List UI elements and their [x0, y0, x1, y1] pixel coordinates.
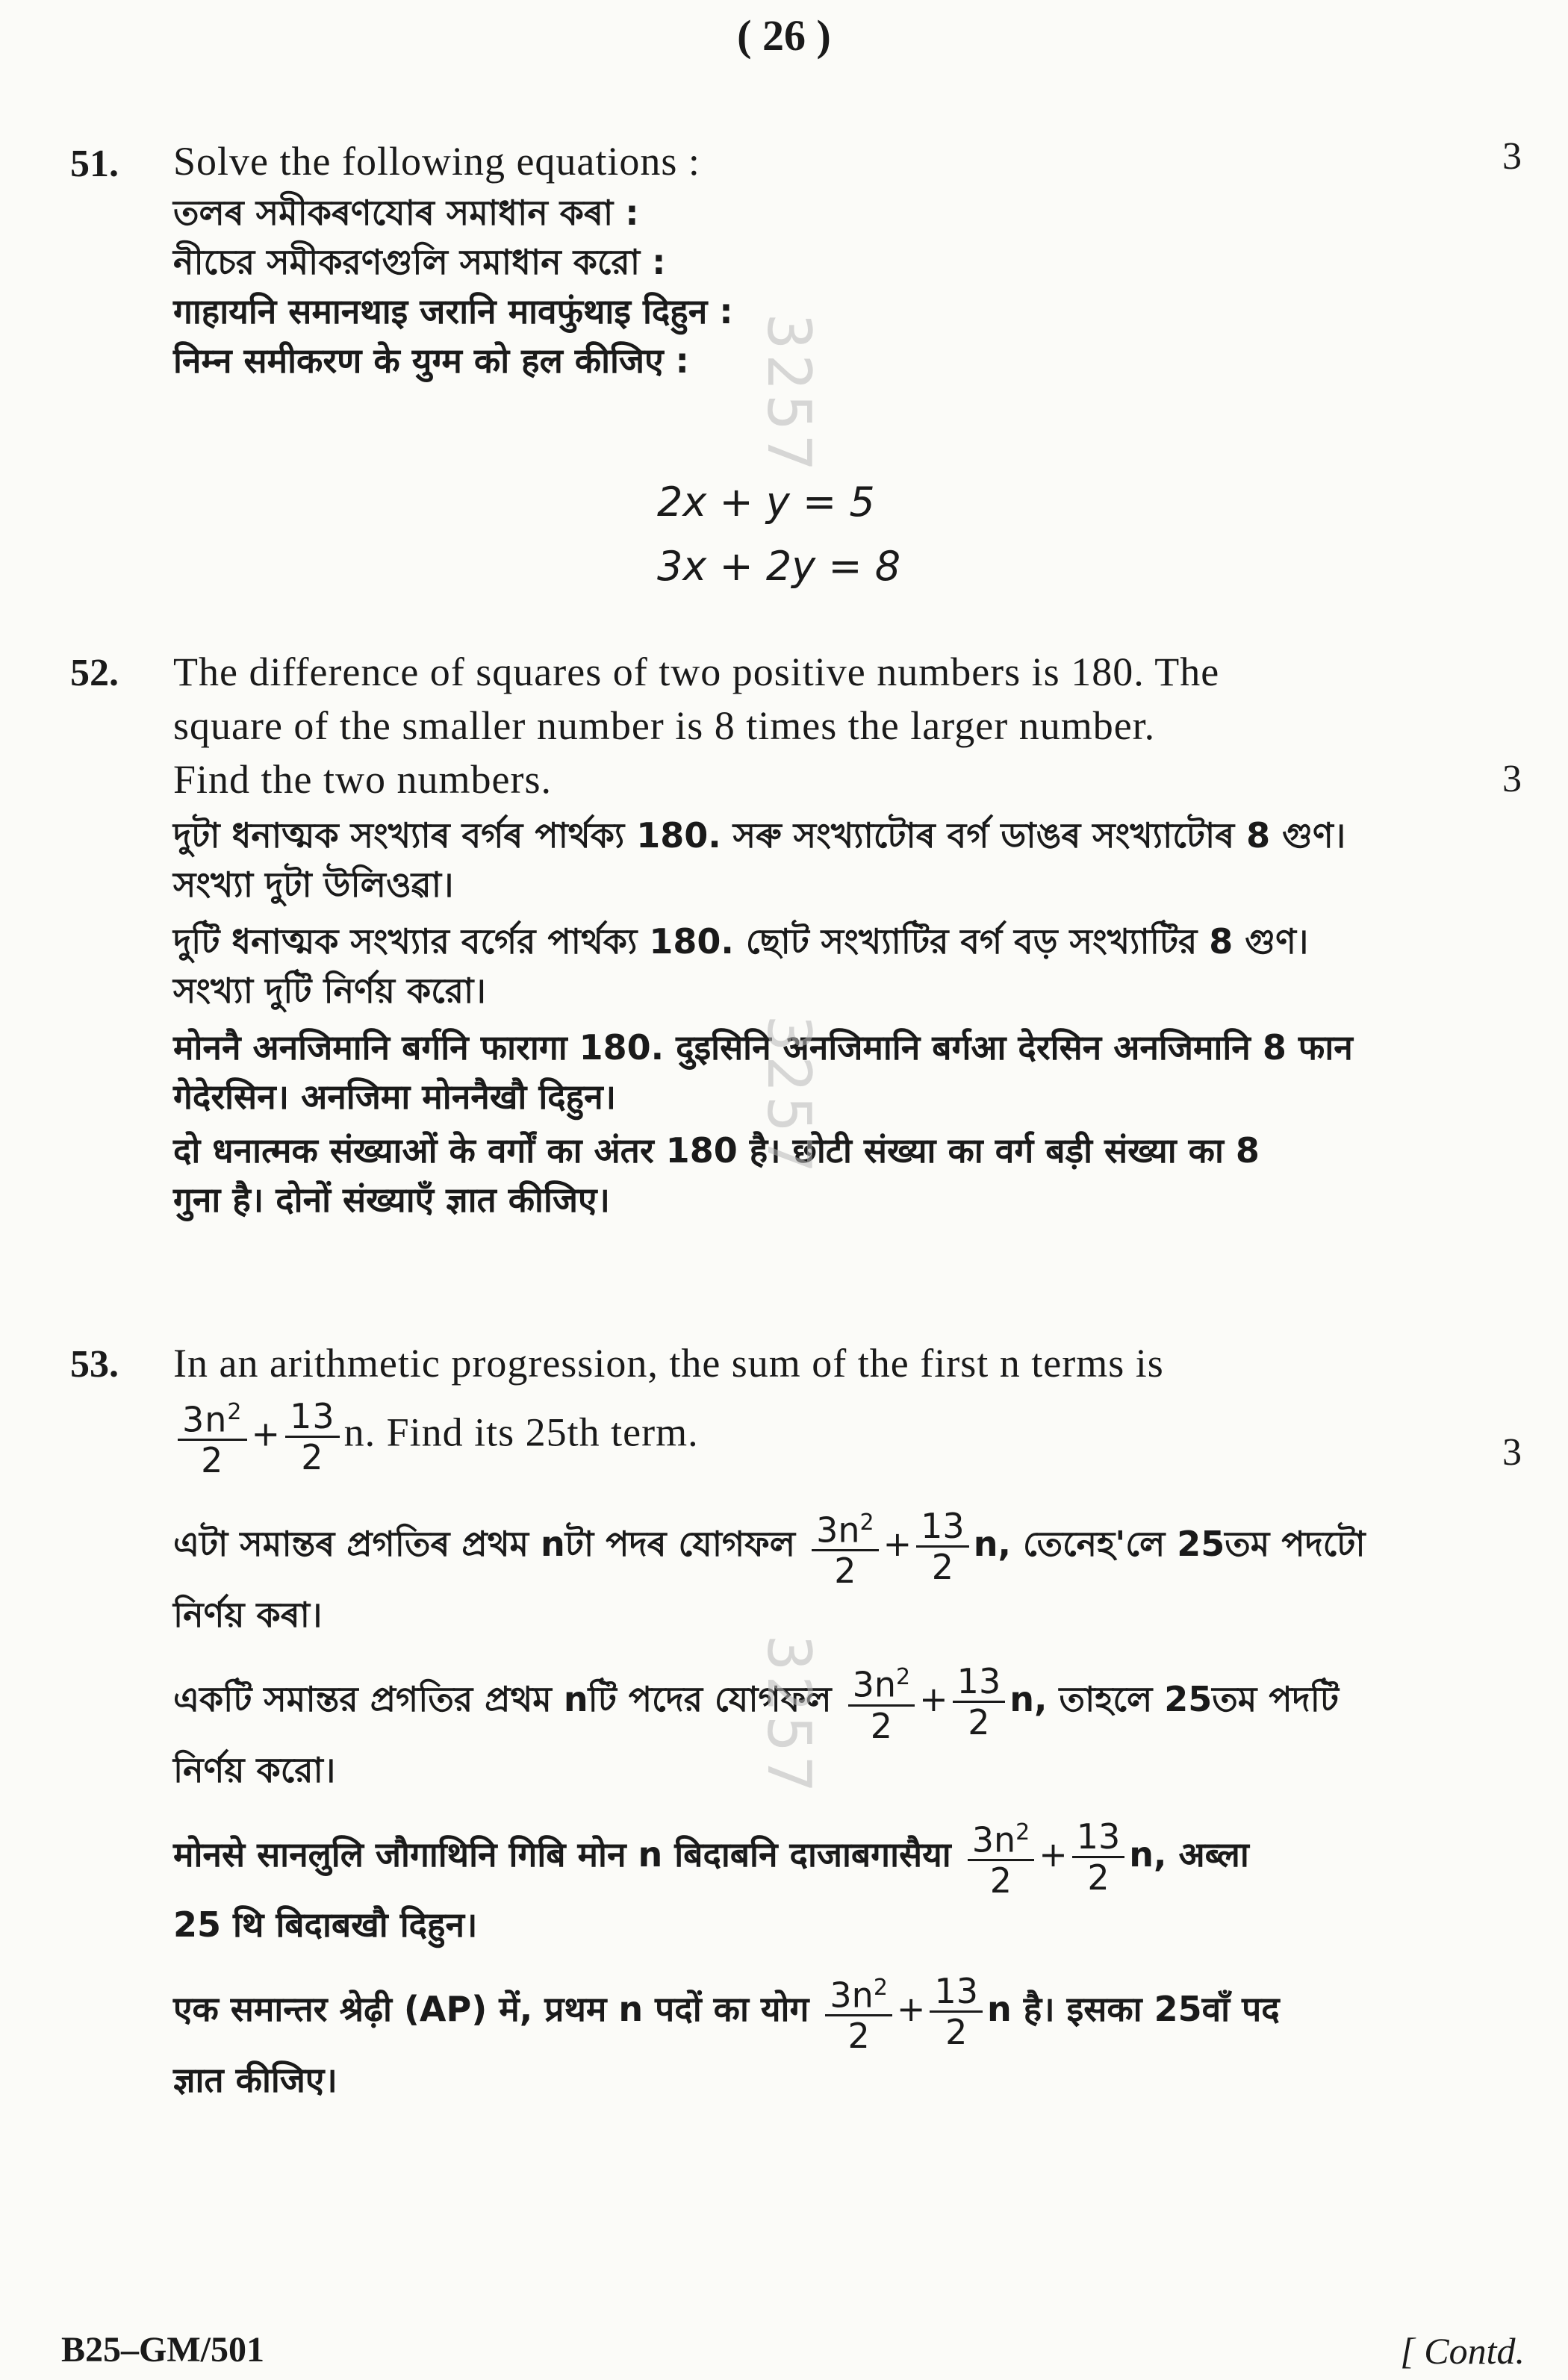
question-text-bodo: गाहायनि समानथाइ जरानि मावफुंथाइ दिहुन :: [173, 291, 733, 331]
question-text-bengali: নির্ণয় করো।: [173, 1749, 336, 1790]
fraction-3n2-over-2: $\frac{3n^2}{2}$: [178, 1393, 247, 1480]
question-text-bodo: गेदेरसिन। अनजिमा मोननैखौ दिहुन।: [173, 1077, 617, 1117]
marks: 3: [1502, 758, 1522, 800]
formula-tail: n. Find its 25th term.: [343, 1409, 699, 1455]
paper-code: B25–GM/501: [61, 2330, 264, 2370]
question-52: [0, 645, 1568, 1317]
question-text-hindi: निम्न समीकरण के युग्म को हल कीजिए :: [173, 340, 689, 381]
question-number: 52.: [70, 652, 119, 694]
fraction-13-over-2: $\frac{13}{2}$: [1072, 1817, 1125, 1897]
watermark: 3257: [754, 1635, 824, 1797]
question-text-bengali: নীচের সমীকরণগুলি সমাধান করো :: [173, 242, 666, 282]
equation-1: 2x + y = 5: [657, 479, 875, 526]
question-text-bengali: সংখ্যা দুটি নির্ণয় করো।: [173, 971, 486, 1011]
fraction-3n2-over-2: $\frac{3n^2}{2}$: [968, 1813, 1035, 1900]
question-text-english: Find the two numbers.: [173, 757, 552, 802]
equation-2: 3x + 2y = 8: [657, 543, 901, 590]
question-text-english: square of the smaller number is 8 times the larger number.: [173, 703, 1156, 748]
question-text-english: In an arithmetic progression, the sum of the first n terms is: [173, 1341, 1164, 1386]
question-text-bengali: দুটি ধনাত্মক সংখ্যার বর্গের পার্থক্য 180. ছোট সংখ্যাটির বর্গ বড় সংখ্যাটির 8 গুণ।: [173, 921, 1309, 962]
question-text-hindi: दो धनात्मक संख्याओं के वर्गों का अंतर 180 है। छोटी संख्या का वर्ग बड़ी संख्या का 8: [173, 1130, 1260, 1171]
fraction-13-over-2: $\frac{13}{2}$: [285, 1397, 340, 1477]
question-text-assamese: দুটা ধনাত্মক সংখ্যাৰ বৰ্গৰ পাৰ্থক্য 180. সৰু সংখ্যাটোৰ বৰ্গ ডাঙৰ সংখ্যাটোৰ 8 গুণ।: [173, 815, 1346, 856]
question-text-bodo: 25 थि बिदाबखौ दिहुन।: [173, 1904, 478, 1946]
question-text-hindi: एक समान्तर श्रेढ़ी (AP) में, प्रथम n पदों का योग $\frac{3n^2}{2}$ + $\frac{13}{2}$ n है। इसका 25वाँ पद: [173, 1964, 1457, 2055]
question-text-english-formula-line: [173, 1393, 1457, 1480]
marks: 3: [1502, 1431, 1522, 1474]
equation-block: [657, 470, 900, 599]
question-text-bengali: একটি সমান্তর প্রগতির প্রথম nটি পদের যোগফল $\frac{3n^2}{2}$ + $\frac{13}{2}$ n, তাহলে 25তম পদটি: [173, 1654, 1457, 1745]
fraction-3n2-over-2: $\frac{3n^2}{2}$: [812, 1504, 879, 1590]
plus-sign: +: [251, 1413, 281, 1454]
question-text-assamese: সংখ্যা দুটা উলিওৱা।: [173, 865, 454, 905]
question-text-assamese: তলৰ সমীকৰণযোৰ সমাধান কৰা :: [173, 193, 639, 233]
question-text-assamese: এটা সমান্তৰ প্ৰগতিৰ প্ৰথম nটা পদৰ যোগফল $\frac{3n^2}{2}$ + $\frac{13}{2}$ n, তেনেহ'লে 25তম পদটো: [173, 1499, 1457, 1590]
continued-marker: [ Contd.: [1400, 2330, 1525, 2372]
fraction-3n2-over-2: $\frac{3n^2}{2}$: [825, 1969, 892, 2055]
question-text-english: The difference of squares of two positive numbers is 180. The: [173, 649, 1220, 694]
question-text-hindi: ज्ञात कीजिए।: [173, 2059, 337, 2100]
marks: 3: [1502, 135, 1522, 178]
question-number: 51.: [70, 143, 119, 185]
question-text-english: Solve the following equations :: [173, 139, 700, 184]
fraction-13-over-2: $\frac{13}{2}$: [953, 1662, 1006, 1742]
watermark: 3257: [754, 1015, 824, 1177]
fraction-3n2-over-2: $\frac{3n^2}{2}$: [848, 1658, 915, 1745]
question-text-assamese: নিৰ্ণয় কৰা।: [173, 1594, 323, 1635]
question-number: 53.: [70, 1343, 119, 1386]
fraction-13-over-2: $\frac{13}{2}$: [916, 1507, 969, 1586]
question-text-bodo: मोननै अनजिमानि बर्गनि फारागा 180. दुइसिनि अनजिमानि बर्गआ देरसिन अनजिमानि 8 फान: [173, 1027, 1353, 1068]
page-number: ( 26 ): [737, 11, 831, 60]
watermark: 3257: [754, 314, 824, 476]
question-text-hindi: गुना है। दोनों संख्याएँ ज्ञात कीजिए।: [173, 1180, 610, 1220]
fraction-13-over-2: $\frac{13}{2}$: [930, 1972, 983, 2052]
question-text-bodo: मोनसे सानलुलि जौगाथिनि गिबि मोन n बिदाबनि दाजाबगासैया $\frac{3n^2}{2}$ + $\frac{13}{2}$ n, अब्ला: [173, 1810, 1457, 1901]
